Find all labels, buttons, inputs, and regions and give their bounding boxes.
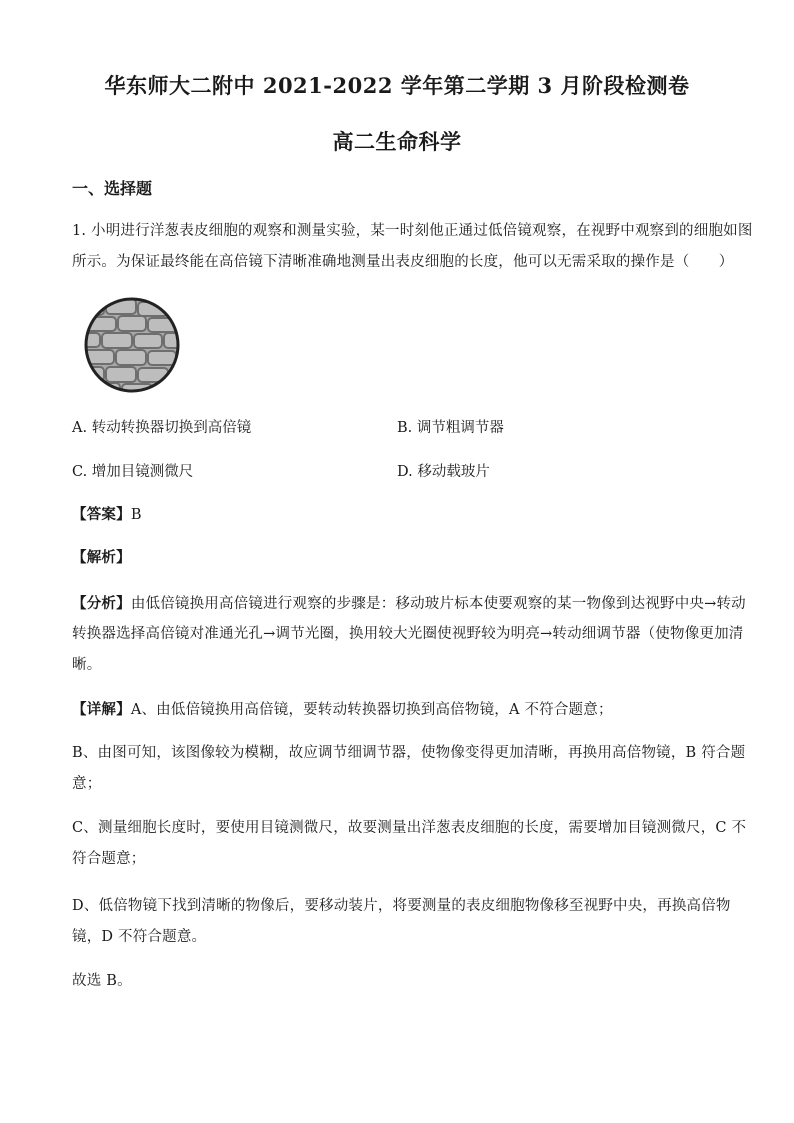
xiangjie-line-c1: C、测量细胞长度时，要使用目镜测微尺，故要测量出洋葱表皮细胞的长度，需要增加目镜测微尺，C 不: [72, 820, 747, 836]
fenxi-text-1: 由低倍镜换用高倍镜进行观察的步骤是：移动玻片标本使要观察的某一物像到达视野中央→转动: [130, 596, 746, 612]
xiangjie-line-a: [72, 694, 613, 726]
xiangjie-text-a: A、由低倍镜换用高倍镜，要转动转换器切换到高倍物镜，A 不符合题意；: [130, 702, 613, 718]
fenxi-line-2: 转换器选择高倍镜对准通光孔→调节光圈，换用较大光圈使视野较为明亮→转动细调节器（使物像更加清: [72, 626, 744, 642]
xiangjie-line-c2: 符合题意；: [72, 851, 146, 867]
document-title: 华东师大二附中 2021-2022 学年第二学期 3 月阶段检测卷: [104, 73, 690, 98]
question-stem-line-2: 所示。为保证最终能在高倍镜下清晰准确地测量出表皮细胞的长度，他可以无需采取的操作是（ ）: [72, 254, 734, 270]
question-stem-line-1: 1. 小明进行洋葱表皮细胞的观察和测量实验，某一时刻他正通过低倍镜观察，在视野中观察到的细胞如图: [72, 223, 753, 239]
xiangjie-line-b1: B、由图可知，该图像较为模糊，故应调节细调节器，使物像变得更加清晰，再换用高倍物镜，B 符合题: [72, 745, 746, 761]
xiangjie-line-d1: D、低倍物镜下找到清晰的物像后，要移动装片，将要测量的表皮细胞物像移至视野中央，再换高倍物: [72, 898, 731, 914]
xiangjie-line-b2: 意；: [72, 776, 102, 792]
document-subtitle: 高二生命科学: [332, 129, 462, 154]
option-b: B. 调节粗调节器: [397, 420, 504, 436]
fenxi-line-3: 晰。: [72, 657, 102, 673]
answer-line: [72, 499, 142, 531]
option-a: A. 转动转换器切换到高倍镜: [72, 420, 252, 436]
answer-tag: 【答案】: [72, 506, 131, 523]
answer-value: B: [130, 507, 142, 523]
analysis-heading: [72, 542, 131, 574]
onion-epidermis-image: [80, 297, 184, 393]
xiangjie-line-d2: 镜，D 不符合题意。: [72, 929, 207, 945]
option-d: D. 移动载玻片: [397, 464, 490, 480]
conclusion-line: 故选 B。: [72, 973, 132, 989]
microscope-cell-figure: [80, 297, 184, 393]
option-c: C. 增加目镜测微尺: [72, 464, 194, 480]
fenxi-tag: 【分析】: [72, 595, 131, 612]
fenxi-line-1: [72, 588, 746, 620]
xiangjie-tag: 【详解】: [72, 701, 131, 718]
section-heading: 一、选择题: [72, 179, 153, 198]
analysis-tag: 【解析】: [72, 549, 131, 566]
